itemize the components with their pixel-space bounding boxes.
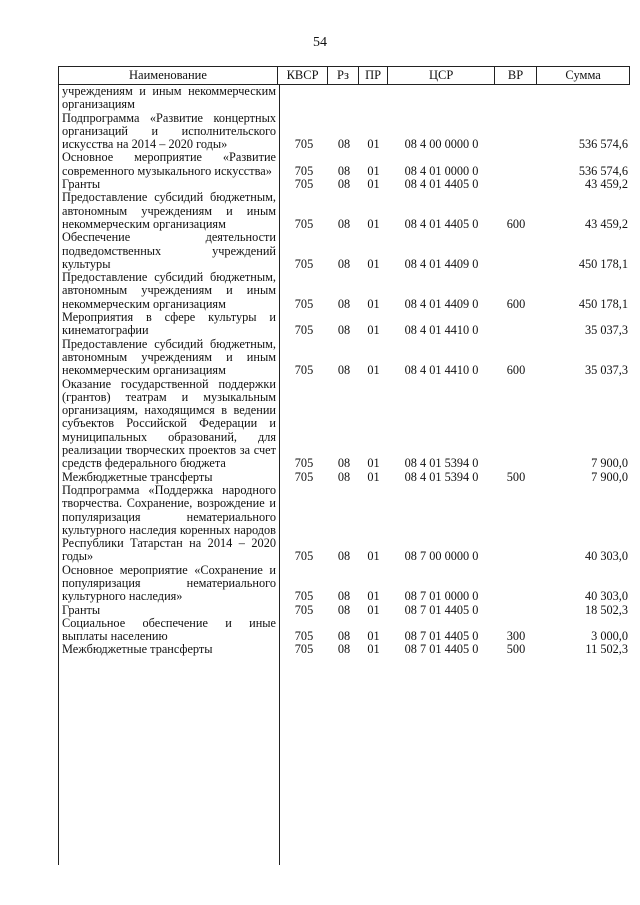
table-row — [58, 271, 630, 311]
table-row — [58, 338, 630, 378]
row-name: Социальное обеспечение и иные выплаты населению — [62, 615, 276, 644]
row-csr: 08 4 01 4409 0 — [404, 256, 479, 271]
row-pr: 01 — [367, 589, 380, 604]
row-csr: 08 4 01 4409 0 — [404, 296, 479, 311]
table-row — [58, 564, 630, 604]
column-divider — [279, 85, 280, 865]
row-kvsr: 705 — [294, 296, 314, 311]
row-name: Межбюджетные трансферты — [62, 642, 213, 657]
header-name: Наименование — [59, 67, 278, 84]
row-rz: 08 — [337, 256, 351, 271]
header-csr: ЦСР — [388, 67, 495, 84]
row-rz: 08 — [337, 629, 351, 644]
row-csr: 08 4 01 4405 0 — [404, 177, 479, 192]
row-rz: 08 — [337, 549, 351, 564]
row-sum: 40 303,0 — [584, 589, 628, 604]
row-csr: 08 4 01 4410 0 — [404, 363, 479, 378]
table-row — [58, 311, 630, 338]
row-pr: 01 — [367, 629, 380, 644]
table-row — [58, 191, 630, 231]
row-name: Подпрограмма «Поддержка народного творчества. Сохранение, возрождение и популяризация нематериального культурного наследия коренных народов Республики Татарстан на 2014 – 2020 годы» — [62, 482, 276, 564]
row-rz: 08 — [337, 177, 351, 192]
row-kvsr: 705 — [294, 363, 314, 378]
row-sum: 11 502,3 — [585, 642, 628, 657]
row-csr: 08 4 01 0000 0 — [404, 163, 479, 178]
table-row — [58, 484, 630, 564]
row-pr: 01 — [367, 602, 380, 617]
row-vr: 500 — [506, 642, 526, 657]
row-pr: 01 — [367, 177, 380, 192]
row-pr: 01 — [367, 256, 380, 271]
row-csr: 08 4 01 5394 0 — [404, 456, 479, 471]
row-name: Основное мероприятие «Развитие современного музыкального искусства» — [62, 150, 276, 178]
table-left-border — [58, 85, 59, 865]
table-row — [58, 378, 630, 471]
row-sum: 40 303,0 — [584, 549, 628, 564]
row-csr: 08 7 01 4405 0 — [404, 642, 479, 657]
row-kvsr: 705 — [294, 323, 314, 338]
row-name: Основное мероприятие «Сохранение и популяризация нематериального культурного наследия» — [62, 562, 276, 604]
row-csr: 08 4 01 4410 0 — [404, 323, 479, 338]
page-number: 54 — [313, 35, 327, 50]
row-pr: 01 — [367, 456, 380, 471]
row-vr: 600 — [506, 296, 526, 311]
header-rz: Рз — [328, 67, 359, 84]
row-sum: 536 574,6 — [578, 163, 628, 178]
header-vr: ВР — [495, 67, 537, 84]
row-name: Межбюджетные трансферты — [62, 469, 213, 484]
row-rz: 08 — [337, 456, 351, 471]
budget-table — [58, 66, 630, 865]
row-pr: 01 — [367, 642, 380, 657]
row-kvsr: 705 — [294, 137, 314, 152]
row-pr: 01 — [367, 296, 380, 311]
row-pr: 01 — [367, 323, 380, 338]
header-kvsr: КВСР — [278, 67, 328, 84]
row-kvsr: 705 — [294, 456, 314, 471]
row-sum: 3 000,0 — [591, 629, 628, 644]
row-kvsr: 705 — [294, 256, 314, 271]
row-csr: 08 4 01 5394 0 — [404, 469, 479, 484]
row-rz: 08 — [337, 296, 351, 311]
row-name: Предоставление субсидий бюджетным, автономным учреждениям и иным некоммерческим организациям — [62, 336, 276, 378]
table-row — [58, 604, 630, 617]
row-sum: 35 037,3 — [584, 363, 628, 378]
row-vr: 300 — [506, 629, 526, 644]
row-kvsr: 705 — [294, 629, 314, 644]
table-row — [58, 178, 630, 191]
row-rz: 08 — [337, 323, 351, 338]
row-name: Гранты — [62, 602, 101, 617]
row-name: Обеспечение деятельности подведомственных учреждений культуры — [62, 230, 276, 271]
row-kvsr: 705 — [294, 163, 314, 178]
row-sum: 18 502,3 — [584, 602, 628, 617]
row-name: Предоставление субсидий бюджетным, автономным учреждениям и иным некоммерческим организациям — [62, 270, 276, 311]
row-sum: 43 459,2 — [584, 216, 628, 231]
row-csr: 08 7 01 4405 0 — [404, 629, 479, 644]
header-pr: ПР — [359, 67, 389, 84]
row-vr: 500 — [506, 469, 526, 484]
row-pr: 01 — [367, 363, 380, 378]
row-csr: 08 4 01 4405 0 — [404, 216, 479, 231]
row-csr: 08 7 00 0000 0 — [404, 549, 479, 564]
header-sum: Сумма — [565, 68, 601, 82]
row-name: Гранты — [62, 177, 101, 192]
table-header — [58, 66, 630, 85]
row-rz: 08 — [337, 363, 351, 378]
row-name: Предоставление субсидий бюджетным, автономным учреждениям и иным некоммерческим организациям — [62, 190, 276, 231]
table-row — [58, 151, 630, 178]
row-sum: 7 900,0 — [591, 469, 628, 484]
table-row — [58, 231, 630, 271]
table-row — [58, 617, 630, 644]
row-pr: 01 — [367, 216, 380, 231]
table-body — [58, 85, 630, 865]
table-row — [58, 471, 630, 484]
row-csr: 08 4 00 0000 0 — [404, 137, 479, 152]
row-vr: 600 — [506, 363, 526, 378]
row-kvsr: 705 — [294, 216, 314, 231]
row-rz: 08 — [337, 469, 351, 484]
row-sum: 450 178,1 — [578, 296, 628, 311]
row-kvsr: 705 — [294, 549, 314, 564]
row-csr: 08 7 01 0000 0 — [404, 589, 479, 604]
row-rz: 08 — [337, 602, 351, 617]
row-rz: 08 — [337, 642, 351, 657]
row-sum: 536 574,6 — [578, 137, 628, 152]
table-row — [58, 112, 630, 152]
row-pr: 01 — [367, 549, 380, 564]
row-rz: 08 — [337, 137, 351, 152]
table-row — [58, 643, 630, 656]
row-name: Оказание государственной поддержки (грантов) театрам и музыкальным организациям, находящимся в ведении субъектов Российской Федерации и муниципальных образований, для реализации творческих проектов за счет средств федерального бюджета — [62, 376, 276, 471]
table-row — [58, 85, 630, 112]
row-kvsr: 705 — [294, 589, 314, 604]
row-pr: 01 — [367, 137, 380, 152]
row-rz: 08 — [337, 163, 351, 178]
row-kvsr: 705 — [294, 602, 314, 617]
row-csr: 08 7 01 4405 0 — [404, 602, 479, 617]
row-vr: 600 — [506, 216, 526, 231]
row-kvsr: 705 — [294, 177, 314, 192]
row-name: учреждениям и иным некоммерческим организациям — [62, 84, 276, 112]
row-name: Подпрограмма «Развитие концертных организаций и исполнительского искусства на 2014 – 2020 годы» — [62, 110, 276, 152]
row-sum: 7 900,0 — [591, 456, 628, 471]
row-kvsr: 705 — [294, 642, 314, 657]
row-sum: 450 178,1 — [578, 256, 628, 271]
row-pr: 01 — [367, 469, 380, 484]
row-pr: 01 — [367, 163, 380, 178]
row-name: Мероприятия в сфере культуры и кинематографии — [62, 310, 276, 338]
row-kvsr: 705 — [294, 469, 314, 484]
row-sum: 43 459,2 — [584, 177, 628, 192]
row-rz: 08 — [337, 589, 351, 604]
row-sum: 35 037,3 — [584, 323, 628, 338]
row-rz: 08 — [337, 216, 351, 231]
